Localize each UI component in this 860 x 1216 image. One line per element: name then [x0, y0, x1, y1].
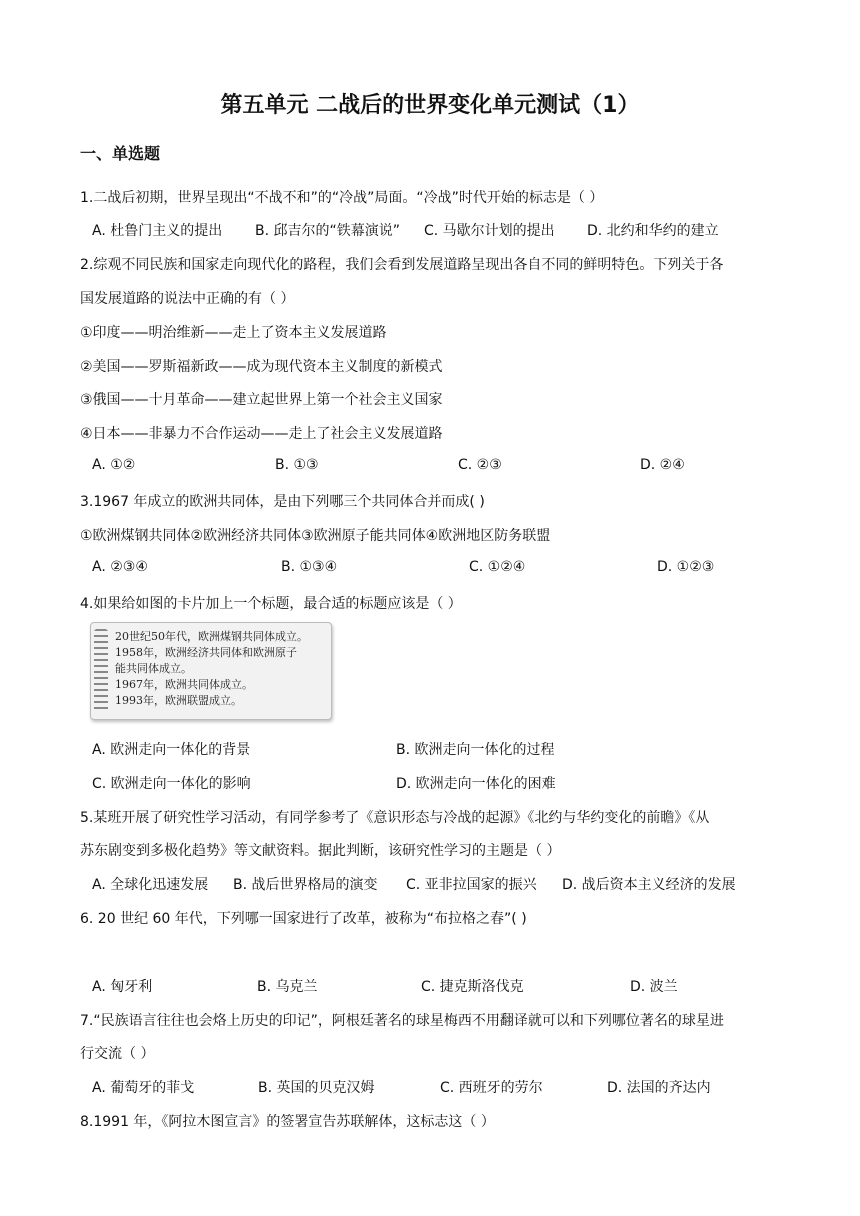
q6-option-a: A. 匈牙利 [92, 979, 153, 995]
question-8-stem: 8.1991 年，《阿拉木图宣言》的签署宣告苏联解体，这标志这（ ） [80, 1114, 495, 1130]
q7-option-d: D. 法国的齐达内 [607, 1080, 711, 1096]
question-5-stem-line-1: 5.某班开展了研究性学习活动，有同学参考了《意识形态与冷战的起源》《北约与华约变化的前瞻》《从 [80, 810, 710, 826]
q2-option-a: A. ①② [92, 457, 136, 473]
page-title: 第五单元 二战后的世界变化单元测试（1） [220, 93, 640, 118]
card-line: 1993年，欧洲联盟成立。 [115, 694, 242, 707]
q6-option-d: D. 波兰 [630, 979, 678, 995]
question-6-stem: 6. 20 世纪 60 年代，下列哪一国家进行了改革，被称为“布拉格之春”( ) [80, 911, 527, 927]
question-7-stem-line-2: 行交流（ ） [80, 1046, 155, 1062]
q2-item-1: ①印度——明治维新——走上了资本主义发展道路 [80, 325, 387, 341]
card-line: 1958年，欧洲经济共同体和欧洲原子 [115, 646, 297, 659]
q1-option-d: D. 北约和华约的建立 [587, 223, 719, 239]
q4-option-d: D. 欧洲走向一体化的困难 [396, 776, 556, 792]
q4-option-b: B. 欧洲走向一体化的过程 [396, 742, 555, 758]
q6-option-b: B. 乌克兰 [257, 979, 318, 995]
q5-option-d: D. 战后资本主义经济的发展 [562, 877, 736, 893]
spiral-binding [94, 629, 108, 713]
q2-item-3: ③俄国——十月革命——建立起世界上第一个社会主义国家 [80, 392, 443, 408]
q5-option-c: C. 亚非拉国家的振兴 [406, 877, 537, 893]
question-3-stem: 3.1967 年成立的欧洲共同体，是由下列哪三个共同体合并而成( ) [80, 494, 485, 510]
q2-option-d: D. ②④ [640, 457, 685, 473]
section-heading: 一、单选题 [80, 144, 161, 163]
q1-option-c: C. 马歇尔计划的提出 [424, 223, 555, 239]
q7-option-b: B. 英国的贝克汉姆 [258, 1080, 375, 1096]
q7-option-a: A. 葡萄牙的菲戈 [92, 1080, 195, 1096]
q3-option-d: D. ①②③ [657, 559, 715, 575]
history-card-image [90, 622, 332, 720]
q4-option-a: A. 欧洲走向一体化的背景 [92, 742, 251, 758]
question-2-stem-line-2: 国发展道路的说法中正确的有（ ） [80, 291, 295, 307]
q6-option-c: C. 捷克斯洛伐克 [421, 979, 524, 995]
question-1-stem: 1.二战后初期，世界呈现出“不战不和”的“冷战”局面。“冷战”时代开始的标志是（ ） [80, 190, 604, 206]
card-line: 20世纪50年代，欧洲煤钢共同体成立。 [115, 630, 308, 643]
question-2-stem-line-1: 2.综观不同民族和国家走向现代化的路程，我们会看到发展道路呈现出各自不同的鲜明特色。下列关于各 [80, 257, 724, 273]
q3-items: ①欧洲煤钢共同体②欧洲经济共同体③欧洲原子能共同体④欧洲地区防务联盟 [80, 528, 551, 544]
q2-option-c: C. ②③ [458, 457, 502, 473]
q5-option-a: A. 全球化迅速发展 [92, 877, 209, 893]
card-line: 能共同体成立。 [115, 662, 192, 675]
q3-option-a: A. ②③④ [92, 559, 148, 575]
question-5-stem-line-2: 苏东剧变到多极化趋势》等文献资料。据此判断，该研究性学习的主题是（ ） [80, 843, 561, 859]
q4-option-c: C. 欧洲走向一体化的影响 [92, 776, 251, 792]
q5-option-b: B. 战后世界格局的演变 [233, 877, 378, 893]
question-4-stem: 4.如果给如图的卡片加上一个标题，最合适的标题应该是（ ） [80, 596, 462, 612]
q2-item-4: ④日本——非暴力不合作运动——走上了社会主义发展道路 [80, 426, 443, 442]
q1-option-a: A. 杜鲁门主义的提出 [92, 223, 223, 239]
q1-option-b: B. 邱吉尔的“铁幕演说” [255, 223, 401, 239]
q3-option-c: C. ①②④ [469, 559, 526, 575]
q3-option-b: B. ①③④ [281, 559, 338, 575]
question-7-stem-line-1: 7.“民族语言往往也会烙上历史的印记”，阿根廷著名的球星梅西不用翻译就可以和下列哪位著名的球星进 [80, 1013, 724, 1029]
q2-option-b: B. ①③ [275, 457, 319, 473]
card-line: 1967年，欧洲共同体成立。 [115, 678, 253, 691]
q7-option-c: C. 西班牙的劳尔 [440, 1080, 543, 1096]
q2-item-2: ②美国——罗斯福新政——成为现代资本主义制度的新模式 [80, 359, 443, 375]
card-text [115, 629, 308, 709]
